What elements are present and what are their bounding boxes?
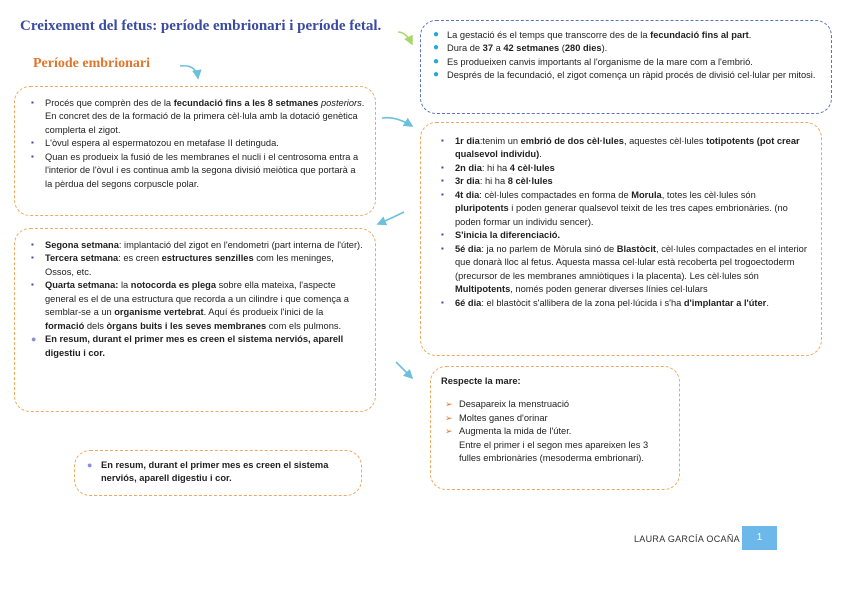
item-text: , totes les cèl·lules són	[661, 189, 756, 200]
arrow-title-to-box4	[398, 32, 412, 44]
arrow-bullet-icon: ➢	[445, 412, 453, 423]
item-text: En resum, durant el primer mes es creen el sistema nerviós, aparell digestiu i cor.	[101, 460, 329, 484]
item-text: a	[493, 43, 504, 54]
embryonic-period-list	[27, 97, 365, 191]
gestation-box	[420, 20, 832, 114]
item-text: .	[748, 30, 752, 40]
author-name: LAURA GARCÍA OCAÑA	[634, 534, 740, 544]
item-text: posteriors	[320, 98, 362, 108]
weeks-list	[27, 239, 365, 360]
list-item	[437, 243, 809, 297]
days-list	[437, 135, 809, 310]
item-text: Després de la fecundació, el zigot comença un ràpid procés de divisió cel·lular per mitosi.	[447, 70, 816, 81]
item-text: 6é dia	[455, 297, 482, 308]
item-text: la	[118, 280, 131, 291]
section-subtitle: Període embrionari	[33, 56, 151, 71]
bullet-icon: ▪	[31, 151, 34, 161]
item-text: 1r dia	[455, 136, 480, 146]
arrow-box5-to-box2	[378, 212, 404, 224]
list-item	[441, 398, 669, 411]
page-title: Creixement del fetus: període embrionari i període fetal.	[20, 18, 382, 34]
summary-box	[74, 450, 362, 496]
list-item	[437, 229, 809, 242]
item-text: notocorda es plega	[130, 280, 217, 291]
item-text: : hi ha	[481, 162, 510, 173]
item-text: 42 setmanes	[503, 43, 560, 54]
bullet-icon: ▪	[441, 230, 444, 240]
list-item	[429, 42, 821, 55]
item-text: . Aquí és produeix l'inici de la	[203, 307, 324, 318]
item-text: S'inicia la diferenciació.	[455, 230, 561, 241]
list-item	[27, 333, 365, 360]
item-text: : implantació del zigot en l'endometri (part interna de l'úter).	[118, 240, 363, 250]
list-item	[429, 56, 821, 69]
item-text: Moltes ganes d'orinar	[459, 412, 548, 423]
item-text: . En concret des de la formació de la primera cèl·lula amb la dotació genètica complerta el zigot.	[45, 98, 365, 135]
list-item	[83, 459, 351, 486]
list-item	[27, 252, 365, 279]
mother-extra: Entre el primer i el segon mes apareixen les 3 fulles embrionàries (mesoderma embrionari).	[459, 439, 649, 464]
arrow-subtitle-to-box1	[180, 66, 198, 78]
item-text: , aquestes cèl·lules	[623, 136, 707, 146]
item-text: : ja no parlem de Mòrula sinó de	[481, 243, 617, 254]
item-text: : el blastòcit s'allibera de la zona pel·lúcida i s'ha	[481, 297, 684, 308]
list-item	[429, 29, 821, 42]
arrow-bullet-icon: ➢	[445, 426, 453, 437]
bullet-icon: ▪	[31, 240, 34, 249]
item-text: En resum, durant el primer mes es creen el sistema nerviós, aparell digestiu i cor.	[45, 334, 344, 358]
item-text: estructures senzilles	[161, 253, 254, 264]
item-text: ).	[601, 43, 608, 54]
item-text: 2n dia	[455, 162, 482, 173]
bullet-icon: ▪	[31, 253, 34, 263]
item-text: Quarta setmana:	[45, 280, 119, 291]
item-text: formació	[45, 320, 85, 331]
bullet-icon: ▪	[31, 98, 34, 107]
bullet-icon: ●	[31, 334, 37, 345]
item-text: Quan es produeix la fusió de les membranes el nucli i el centrosoma entra a l'interior de l'òvul i es continua amb la segona divisió meiòtica que portarà a la pèrdua del segons corpuscle polar.	[45, 151, 359, 189]
item-text: 37	[482, 43, 494, 54]
item-text: , només poden generar diverses línies cel·lulars	[510, 284, 708, 295]
summary-list	[83, 459, 351, 486]
list-item	[27, 97, 365, 137]
bullet-icon: ▪	[441, 243, 444, 253]
item-text: organisme vertebrat	[114, 307, 204, 318]
item-text: fecundació fins al part	[650, 30, 749, 40]
bullet-icon: ▪	[441, 162, 444, 172]
bullet-icon: ●	[433, 69, 440, 81]
item-text: : hi ha	[479, 176, 508, 187]
item-text: pluripotents	[455, 203, 509, 214]
item-text: Segona setmana	[45, 240, 119, 250]
mother-box	[430, 366, 680, 490]
days-box	[420, 122, 822, 356]
item-text: 8 cèl·lules	[507, 176, 553, 187]
item-text: d'implantar a l'úter	[683, 297, 767, 308]
item-text: :tenim un	[479, 136, 521, 146]
bullet-icon: ●	[433, 42, 440, 54]
item-text: Multipotents	[455, 284, 511, 295]
list-item	[27, 279, 365, 333]
item-text: : cèl·lules compactades en forma de	[479, 189, 632, 200]
item-text: Es produeixen canvis importants al l'organisme de la mare com a l'embrió.	[447, 56, 753, 67]
list-item	[437, 297, 809, 310]
bullet-icon: ▪	[441, 136, 444, 145]
arrow-bullet-icon: ➢	[445, 399, 453, 410]
item-text: L'òvul espera al espermatozou en metafase II detinguda.	[45, 138, 279, 149]
list-item	[27, 137, 365, 150]
weeks-box	[14, 228, 376, 412]
item-text: 280 dies	[564, 43, 602, 54]
item-text: Blastòcit	[616, 243, 657, 254]
item-text: Morula	[631, 189, 662, 200]
item-text: i poden generar qualsevol teixit de les tres capes embrionàries. (no poden formar un individu sencer).	[455, 203, 788, 227]
mother-heading: Respecte la mare:	[441, 376, 521, 386]
bullet-icon: ▪	[31, 138, 34, 148]
item-text: Tercera setmana	[45, 253, 119, 264]
bullet-icon: ▪	[441, 297, 444, 307]
item-text: 3r dia	[455, 176, 480, 187]
list-item	[437, 135, 809, 162]
list-item	[27, 239, 365, 252]
bullet-icon: ●	[433, 29, 440, 40]
item-text: , cèl·lules compactades en el interior que donarà lloc al fetus. Aquesta massa cel·lular està recoberta pel trogoectoderm (precursor de les membranes amniòtiques i la placenta). Les cèl·lules són	[455, 243, 807, 281]
item-text: Procés que comprèn des de la	[45, 98, 174, 108]
gestation-list	[429, 29, 821, 83]
item-text: : es creen	[118, 253, 162, 264]
item-text: 5é dia	[455, 243, 482, 254]
item-text: com les meninges, Ossos, etc.	[45, 253, 334, 277]
item-text: totipotents (pot crear qualsevol individu)	[455, 136, 800, 160]
bullet-icon: ▪	[31, 280, 34, 290]
item-text: .	[766, 297, 769, 308]
item-text: dels	[84, 320, 107, 331]
arrow-box1-to-box5	[382, 118, 412, 126]
item-text: Augmenta la mida de l'úter.	[459, 426, 572, 437]
bullet-icon: ▪	[441, 176, 444, 186]
item-text: Desapareix la menstruació	[459, 399, 570, 410]
bullet-icon: ●	[87, 460, 93, 470]
item-text: òrgans buits i les seves membranes	[106, 320, 267, 331]
item-text: .	[539, 149, 542, 160]
item-text: 4 cèl·lules	[509, 162, 555, 173]
list-item	[429, 69, 821, 82]
bullet-icon: ●	[433, 55, 440, 67]
list-item	[27, 151, 365, 191]
arrow-to-box6	[396, 362, 412, 378]
item-text: fecundació fins a les 8 setmanes	[173, 98, 319, 108]
item-text: sobre ella mateixa, l'aspecte general es el de una estructura que recorda a un cilindre i que comença a semblar-se a un	[45, 280, 349, 318]
item-text: embrió de dos cèl·lules	[520, 136, 624, 146]
list-item	[441, 425, 669, 438]
bullet-icon: ▪	[441, 189, 444, 199]
item-text: 4t dia	[455, 189, 480, 200]
mother-list	[441, 398, 669, 438]
item-text: (	[559, 43, 565, 54]
list-item	[441, 412, 669, 425]
page-number: 1	[742, 526, 777, 550]
list-item	[437, 189, 809, 229]
list-item	[437, 175, 809, 188]
list-item	[437, 162, 809, 175]
item-text: La gestació és el temps que transcorre des de la	[447, 30, 651, 40]
item-text: Dura de	[447, 43, 483, 54]
embryonic-period-box	[14, 86, 376, 216]
item-text: com els pulmons.	[266, 320, 342, 331]
